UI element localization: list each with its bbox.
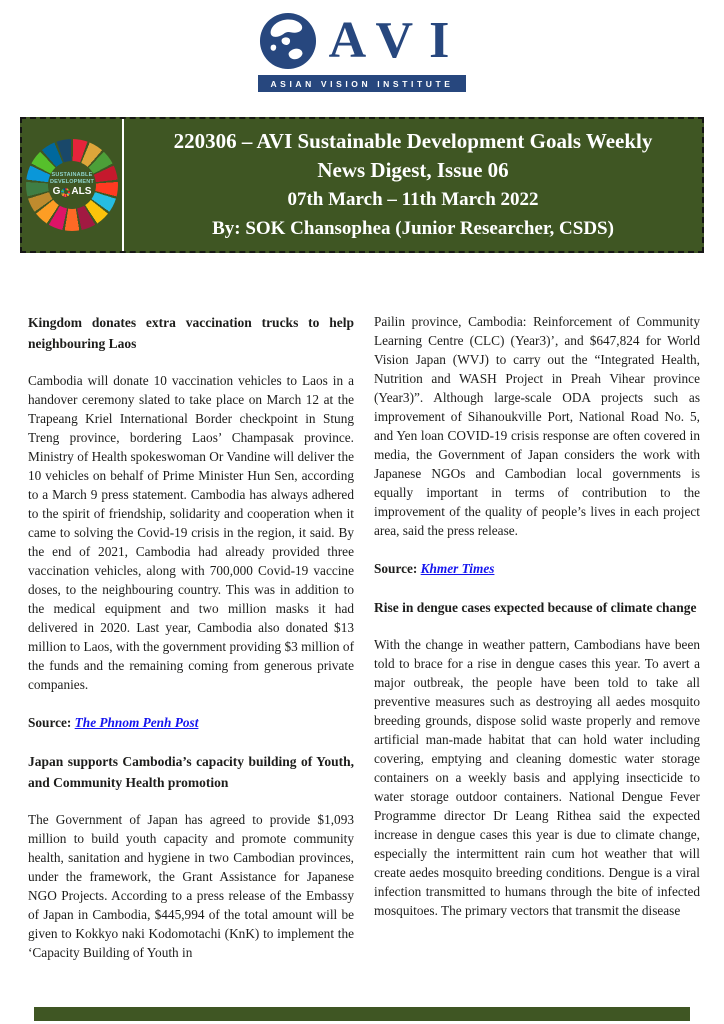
- masthead-title-line1: 220306 – AVI Sustainable Development Goals Weekly: [173, 129, 653, 153]
- source-label: Source:: [374, 561, 418, 576]
- avi-institute-banner: ASIAN VISION INSTITUTE: [258, 75, 465, 92]
- source-link-khmer-times[interactable]: Khmer Times: [420, 561, 495, 576]
- sdg-wheel-ring: [26, 139, 118, 231]
- sdg-goals-als: ALS: [71, 186, 92, 198]
- source-label: Source:: [28, 715, 72, 730]
- masthead-byline: By: SOK Chansophea (Junior Researcher, CSDS): [212, 218, 614, 239]
- sdg-text-sustainable: SUSTAINABLE: [51, 171, 93, 178]
- article-title-japan-support: Japan supports Cambodia’s capacity building of Youth, and Community Health promotion: [28, 754, 354, 790]
- article-title-vaccination-trucks: Kingdom donates extra vaccination trucks to help neighbouring Laos: [28, 315, 354, 351]
- left-column: [28, 312, 354, 981]
- sdg-text-development: DEVELOPMENT: [49, 178, 95, 185]
- avi-globe-icon: [259, 12, 317, 70]
- masthead-date-range: 07th March – 11th March 2022: [287, 189, 539, 210]
- article-columns: [28, 312, 700, 981]
- right-column: [374, 312, 700, 981]
- article-paragraph: With the change in weather pattern, Cambodians have been told to brace for a rise in dengue cases this year. To avert a major outbreak, the people have been told to take all preventive measures such as destroying all aedes mosquito breeding grounds, dispose solid waste properly and remove artificial man-made habitat that can hold water including covering, emptying and cleaning domestic water storage containers on a weekly basis and applying insecticide to water storage outdoor containers. National Dengue Fever Programme director Dr Leang Rithea said the expected increase in dengue cases this year is due to climate change, especially the intermittent rain cum hot weather that will create aedes mosquito breeding conditions. Dengue is a viral infection transmitted to humans through the bite of infected mosquitoes. The primary vectors that transmit the disease: [374, 637, 700, 918]
- masthead-title-line2: News Digest, Issue 06: [317, 158, 509, 182]
- article-title-dengue: Rise in dengue cases expected because of climate change: [374, 600, 697, 615]
- sdg-wheel-icon: [22, 119, 122, 251]
- article-paragraph: Cambodia will donate 10 vaccination vehicles to Laos in a handover ceremony slated to take place on March 12 at the Trapeang Kriel International Border checkpoint in Stung Treng province, bordering Laos’ Champasak province. Ministry of Health spokeswoman Or Vandine will deliver the 10 vehicles on behalf of Prime Minister Hun Sen, according to a March 9 press statement. Cambodia has always adhered to the spirit of friendship, solidarity and cooperation when it came to solving the Covid-19 crisis in the region, it said. By the end of 2021, Cambodia had already provided three vaccination vehicles, along with 700,000 Covid-19 vaccine doses, to the neighbouring country. This was in addition to the medical equipment and two million masks it had delivered in 2020. Last year, Cambodia also donated $13 million to Laos, with the government providing $3 million of the funds and the remaining coming from generous private companies.: [28, 373, 354, 692]
- footer-bar: [34, 1007, 690, 1021]
- article-paragraph-continuation: Pailin province, Cambodia: Reinforcement of Community Learning Centre (CLC) (Year3)’, and $647,824 for World Vision Japan (WVJ) to carry out the “Integrated Health, Nutrition and WASH Project in Preah Vihear province (Year3)”. Although large-scale ODA projects such as improvement of Sihanoukville Port, National Road No. 5, and Yen loan COVID-19 crisis response are often covered in media, the Government of Japan considers the work with Japanese NGOs and Cambodian local governments is equally important in terms of contribution to the improvement of the quality of people’s lives in each project area, said the press release.: [374, 314, 700, 538]
- sdg-wheel-center: [48, 161, 96, 209]
- avi-logo-row: [259, 12, 466, 70]
- source-line: [28, 713, 354, 732]
- sdg-goals-g: G: [52, 186, 61, 198]
- masthead-banner: [20, 117, 704, 253]
- sdg-goals-o-ring-icon: [61, 188, 70, 197]
- masthead-text-block: [124, 119, 702, 251]
- article-paragraph: The Government of Japan has agreed to provide $1,093 million to build youth capacity and promote community health, sanitation and hygiene in two Cambodian provinces, under the framework, the Grant Assistance for Japanese NGO Projects. According to a press release of the Embassy of Japan in Cambodia, $445,994 of the total amount will be given to Kokkyo naki Kodomotachi (KnK) to implement the ‘Capacity Building of Youth in: [28, 812, 354, 960]
- avi-logo: [0, 12, 724, 92]
- source-line: [374, 559, 700, 578]
- avi-wordmark: AVI: [328, 12, 466, 69]
- sdg-goals-text: [53, 186, 92, 198]
- source-link-phnom-penh-post[interactable]: The Phnom Penh Post: [74, 715, 199, 730]
